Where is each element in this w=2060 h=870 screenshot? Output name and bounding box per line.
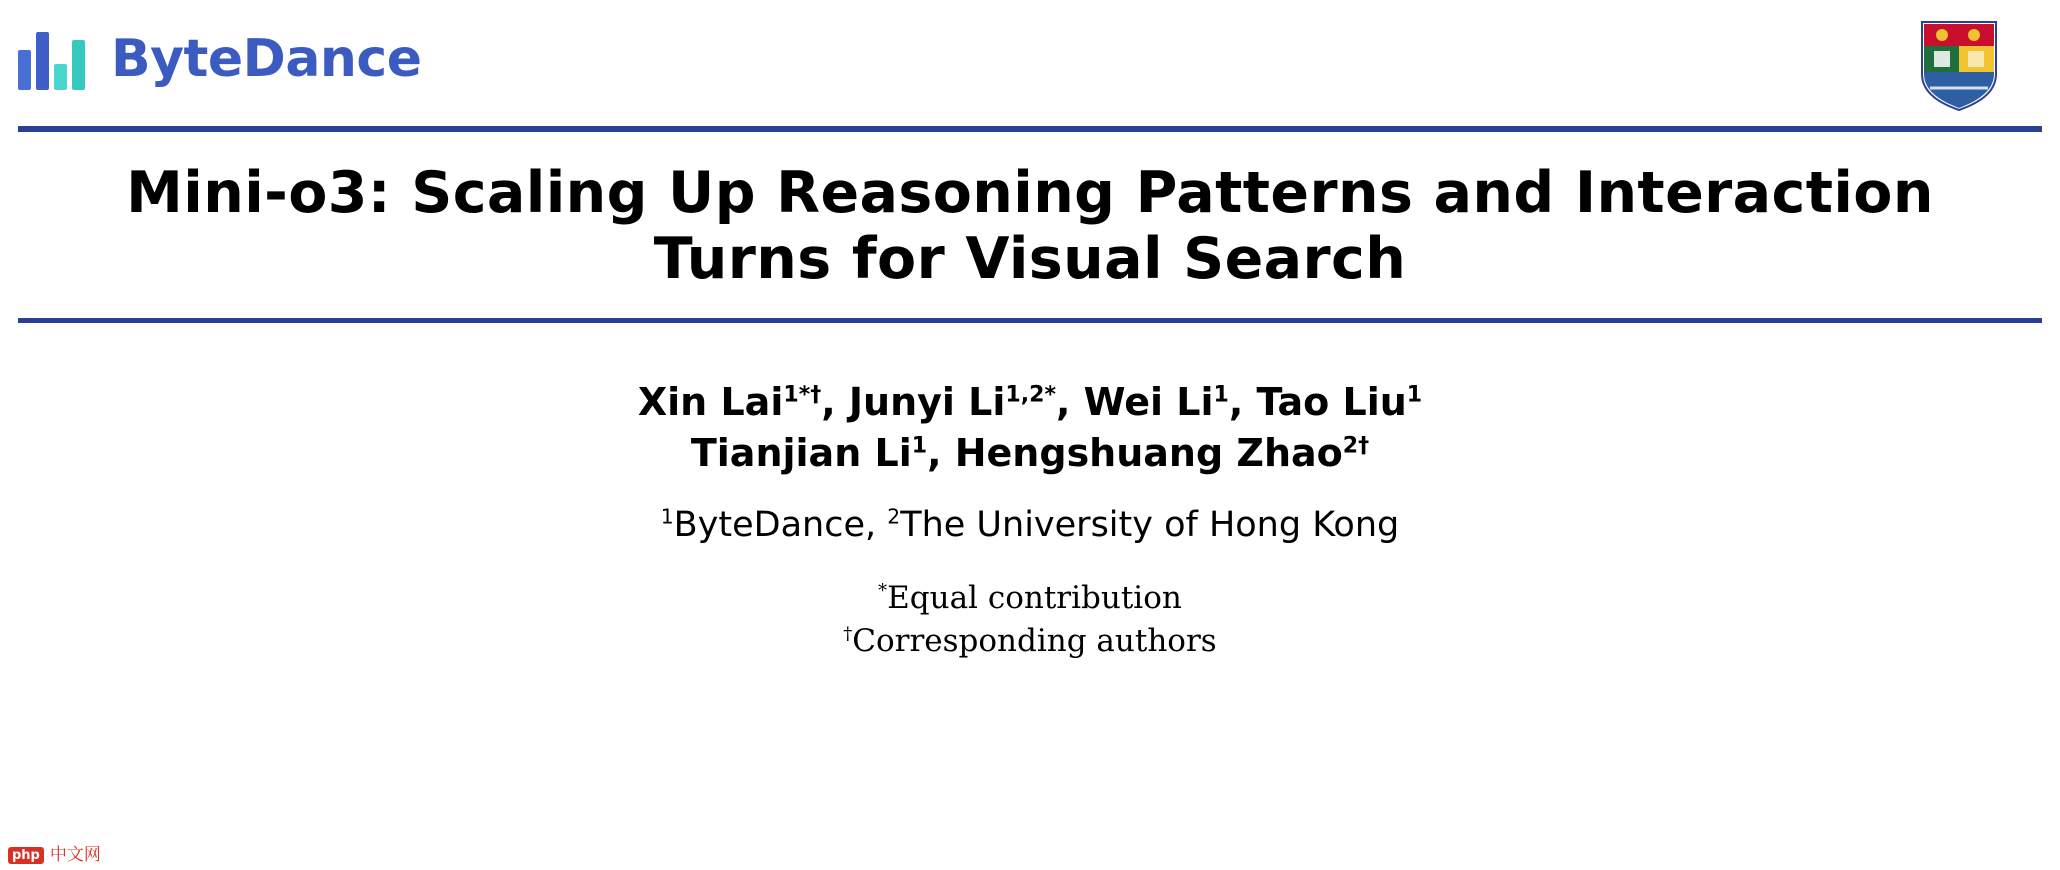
slide-header [0,0,2060,130]
author-affiliation-marker: 1*† [783,382,822,408]
author-separator: , [1228,380,1257,425]
footnote-marker: † [843,623,853,645]
author-affiliation-marker: 1 [1406,382,1423,408]
watermark-text: 中文网 [49,845,101,865]
hku-university-crest-icon [1916,16,2002,112]
page-title [40,160,2020,292]
title-line-2: Turns for Visual Search [653,226,1407,293]
logo-bar-4 [72,40,85,90]
logo-bar-3 [54,64,67,90]
author-block [0,377,2060,662]
watermark [8,847,101,864]
author-line-2 [0,428,2060,479]
author-name: Tianjian Li [690,431,912,476]
watermark-badge: php [8,847,44,864]
footnote-text: Equal contribution [887,580,1182,617]
bytedance-brand [18,28,422,90]
author-affiliation-marker: 1,2* [1005,382,1056,408]
author-separator: , [1055,380,1084,425]
footnote-block [0,577,2060,663]
footnote-line [0,577,2060,620]
author-separator: , [927,431,955,476]
footnote-line [0,620,2060,663]
logo-bar-2 [36,32,49,90]
title-block [0,160,2060,292]
author-name: Wei Li [1083,380,1214,425]
author-name: Junyi Li [848,380,1006,425]
author-affiliation-marker: 2† [1342,433,1370,459]
brand-name: ByteDance [111,29,422,89]
author-name: Xin Lai [637,380,784,425]
affiliation-name: ByteDance [673,505,866,546]
author-affiliation-marker: 1 [911,433,928,459]
logo-bar-1 [18,50,31,90]
footnote-text: Corresponding authors [852,622,1217,659]
affiliation-marker: 2 [887,504,901,529]
affiliation-name: The University of Hong Kong [900,505,1400,546]
affiliation-line [0,505,2060,545]
title-line-1: Mini-o3: Scaling Up Reasoning Patterns and Interaction [126,160,1934,226]
author-line-1 [0,377,2060,428]
title-divider [18,318,2042,323]
author-name: Tao Liu [1256,380,1407,425]
author-separator: , [821,380,849,425]
author-name: Hengshuang Zhao [954,431,1343,476]
header-divider [18,126,2042,132]
affiliation-marker: 1 [660,504,674,529]
affiliation-separator: , [865,505,888,546]
bytedance-bars-logo-icon [18,28,85,90]
footnote-marker: * [878,580,888,602]
author-affiliation-marker: 1 [1213,382,1229,408]
